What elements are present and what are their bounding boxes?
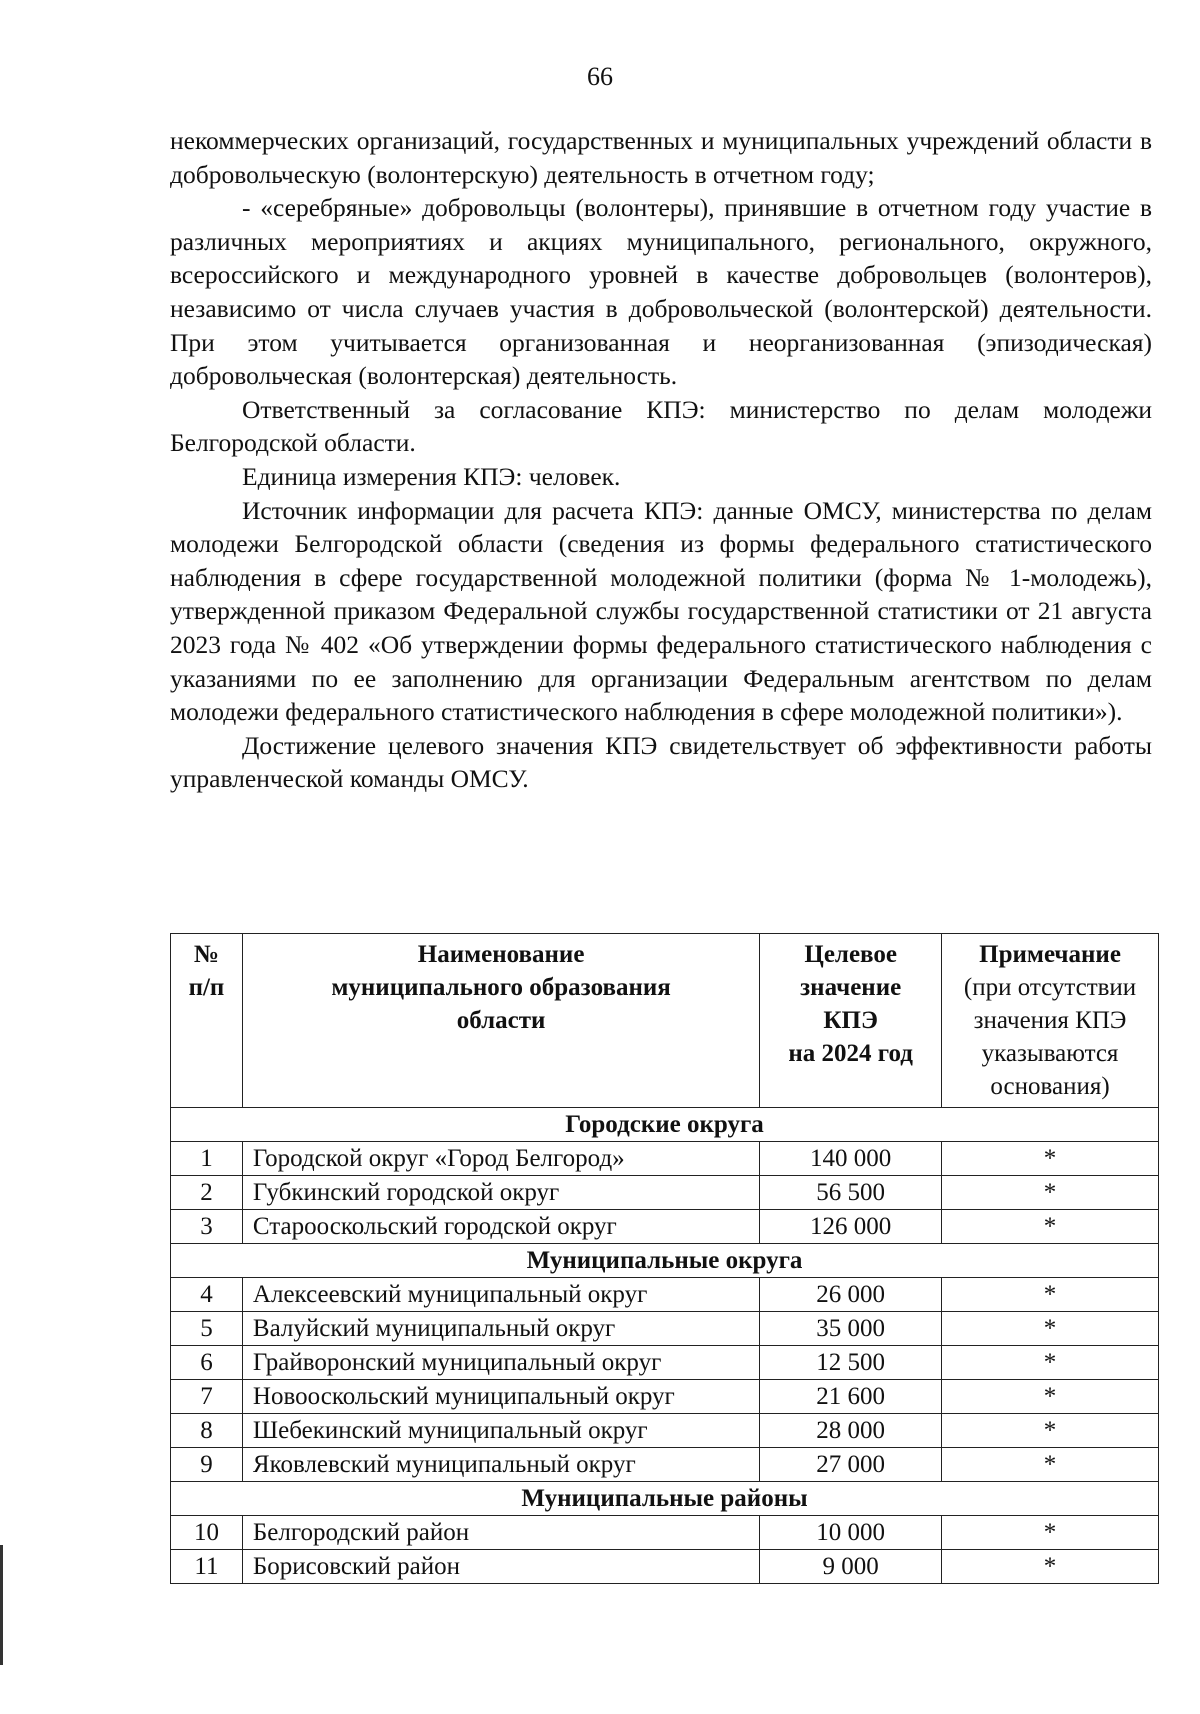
table-row [171,1142,1159,1176]
row-note: * [942,1210,1159,1244]
table-row [171,1448,1159,1482]
row-name: Грайворонский муниципальный округ [242,1346,759,1380]
row-value: 27 000 [760,1448,942,1482]
row-name: Шебекинский муниципальный округ [242,1414,759,1448]
row-value: 140 000 [760,1142,942,1176]
header-num-line: № [193,941,220,968]
row-num: 3 [171,1210,243,1244]
kpi-table [170,933,1159,1584]
scan-margin-line [0,1545,3,1665]
row-name: Новооскольский муниципальный округ [242,1380,759,1414]
table-row [171,1312,1159,1346]
row-name: Борисовский район [242,1550,759,1584]
row-num: 2 [171,1176,243,1210]
row-name: Валуйский муниципальный округ [242,1312,759,1346]
header-num [171,934,243,1108]
row-num: 8 [171,1414,243,1448]
header-target-line: Целевое [804,941,897,968]
row-num: 11 [171,1550,243,1584]
table-row [171,1278,1159,1312]
header-note-line: значения КПЭ [973,1007,1127,1034]
header-num-line: п/п [188,974,225,1001]
header-target-line: КПЭ [823,1007,878,1034]
table-row [171,1210,1159,1244]
row-note: * [942,1278,1159,1312]
row-name: Старооскольский городской округ [242,1210,759,1244]
header-target [760,934,942,1108]
row-value: 26 000 [760,1278,942,1312]
header-name-line: муниципального образования [331,974,671,1001]
paragraph: Достижение целевого значения КПЭ свидетельствует об эффективности работы управленческой команды ОМСУ. [170,730,1152,794]
row-name: Губкинский городской округ [242,1176,759,1210]
header-note-line: Примечание [979,941,1121,968]
header-name [242,934,759,1108]
row-name: Яковлевский муниципальный округ [242,1448,759,1482]
table-row [171,1550,1159,1584]
header-note-line: основания) [990,1073,1110,1100]
header-note-line: указываются [981,1040,1119,1067]
table-row [171,1176,1159,1210]
table-row [171,1516,1159,1550]
table-row [171,1380,1159,1414]
table-row [171,1414,1159,1448]
row-note: * [942,1380,1159,1414]
row-note: * [942,1346,1159,1380]
header-target-line: на 2024 год [788,1040,913,1067]
page-number: 66 [587,62,613,91]
paragraph: Единица измерения КПЭ: человек. [242,461,621,491]
header-name-line: Наименование [417,941,585,968]
row-name: Алексеевский муниципальный округ [242,1278,759,1312]
row-note: * [942,1312,1159,1346]
paragraph: - «серебряные» добровольцы (волонтеры), принявшие в отчетном году участие в различных мероприятиях и акциях муниципального, регионального, окружного, всероссийского и международного уровней в качестве добровольцев (волонтеров), независимо от числа случаев участия в добровольческой (волонтерской) деятельности. При этом учитывается организованная и неорганизованная (эпизодическая) добровольческая (волонтерская) деятельность. [170,193,1152,391]
row-note: * [942,1142,1159,1176]
row-num: 5 [171,1312,243,1346]
header-note-line: (при отсутствии [963,974,1137,1001]
table-row [171,1346,1159,1380]
row-value: 35 000 [760,1312,942,1346]
row-value: 12 500 [760,1346,942,1380]
row-value: 21 600 [760,1380,942,1414]
header-target-line: значение [800,974,902,1001]
row-value: 9 000 [760,1550,942,1584]
header-name-line: области [456,1007,546,1034]
table-header-row [171,934,1159,1108]
row-name: Белгородский район [242,1516,759,1550]
row-num: 4 [171,1278,243,1312]
section-row [171,1244,1159,1278]
row-note: * [942,1550,1159,1584]
section-title: Городские округа [171,1108,1159,1142]
row-value: 10 000 [760,1516,942,1550]
row-num: 10 [171,1516,243,1550]
row-note: * [942,1414,1159,1448]
row-value: 56 500 [760,1176,942,1210]
row-value: 28 000 [760,1414,942,1448]
row-num: 6 [171,1346,243,1380]
section-row [171,1108,1159,1142]
row-note: * [942,1176,1159,1210]
row-num: 1 [171,1142,243,1176]
row-value: 126 000 [760,1210,942,1244]
row-note: * [942,1448,1159,1482]
row-num: 9 [171,1448,243,1482]
row-num: 7 [171,1380,243,1414]
section-title: Муниципальные районы [171,1482,1159,1516]
header-note [942,934,1159,1108]
paragraph: Источник информации для расчета КПЭ: данные ОМСУ, министерства по делам молодежи Белгородской области (сведения из формы федерального статистического наблюдения в сфере государственной молодежной политики (форма № 1-молодежь), утвержденной приказом Федеральной службы государственной статистики от 21 августа 2023 года № 402 «Об утверждении формы федерального статистического наблюдения с указаниями по ее заполнению для организации Федеральным агентством по делам молодежи федерального статистического наблюдения в сфере молодежной политики»). [170,495,1152,727]
row-note: * [942,1516,1159,1550]
paragraph: Ответственный за согласование КПЭ: министерство по делам молодежи Белгородской области. [170,394,1152,458]
section-row [171,1482,1159,1516]
paragraph: некоммерческих организаций, государственных и муниципальных учреждений области в добровольческую (волонтерскую) деятельность в отчетном году; [170,126,1152,189]
row-name: Городской округ «Город Белгород» [242,1142,759,1176]
body-text [170,124,1152,796]
section-title: Муниципальные округа [171,1244,1159,1278]
